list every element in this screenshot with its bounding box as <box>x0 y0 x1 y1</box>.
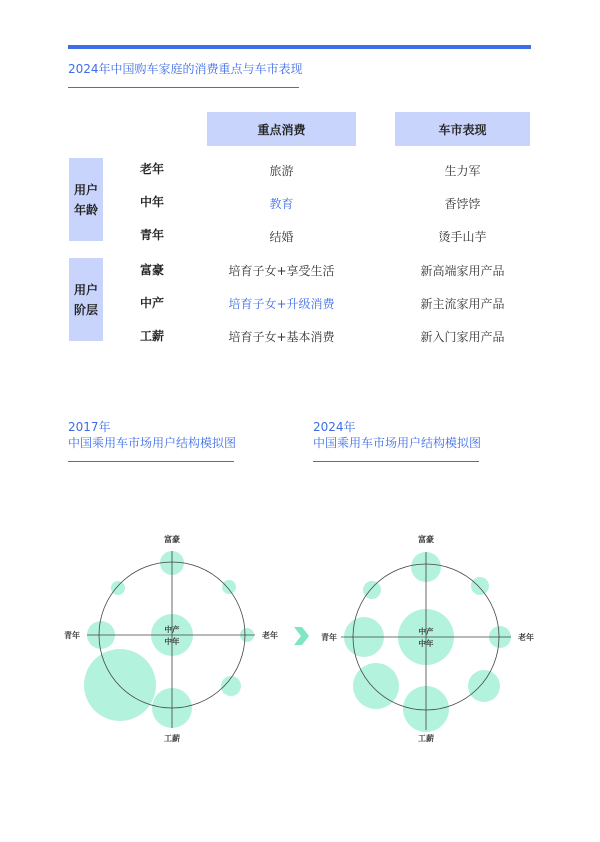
bubble-young-worker <box>84 649 156 721</box>
table-cell-focus: 培育子女+基本消费 <box>228 330 335 344</box>
label-right: 老年 <box>518 633 534 642</box>
chevron-right-icon <box>294 627 309 645</box>
table-cell-market: 烫手山芋 <box>438 230 487 244</box>
table-cell-focus: 旅游 <box>269 164 294 178</box>
label-right: 老年 <box>262 631 278 640</box>
table-cell-focus: 教育 <box>269 197 294 211</box>
group-label-class-line2: 阶层 <box>73 302 98 317</box>
group-label-age-line2: 年龄 <box>73 202 98 217</box>
row-label: 中产 <box>139 296 164 310</box>
table-cell-focus: 培育子女+升级消费 <box>228 297 335 311</box>
diagram-2017-subtitle: 中国乘用车市场用户结构模拟图 <box>68 436 237 450</box>
label-top: 富豪 <box>164 535 180 544</box>
bubble-minor <box>111 581 125 595</box>
label-bottom: 工薪 <box>164 734 180 743</box>
bubble-minor <box>468 670 500 702</box>
diagram-2017 <box>64 534 278 743</box>
col-header-focus: 重点消费 <box>207 112 356 146</box>
label-center-2: 中年 <box>164 637 180 646</box>
table-cell-market: 新入门家用产品 <box>420 330 505 344</box>
bubble-minor <box>471 577 489 595</box>
label-bottom: 工薪 <box>418 734 434 743</box>
bubble-minor <box>222 580 236 594</box>
main-title: 2024年中国购车家庭的消费重点与车市表现 <box>68 62 303 76</box>
table-cell-market: 香饽饽 <box>444 197 481 211</box>
table-cell-market: 新主流家用产品 <box>420 297 505 311</box>
table-cell-market: 生力军 <box>444 164 481 178</box>
row-label: 中年 <box>139 195 164 209</box>
row-label: 富豪 <box>139 263 164 277</box>
row-label: 老年 <box>139 162 164 176</box>
diagram-2024 <box>321 534 534 743</box>
table-cell-market: 新高端家用产品 <box>420 264 505 278</box>
row-label: 青年 <box>139 228 164 242</box>
col-header-market: 车市表现 <box>395 112 530 146</box>
table-cell-focus: 结婚 <box>269 230 294 244</box>
table-cell-focus: 培育子女+享受生活 <box>228 264 335 278</box>
label-top: 富豪 <box>418 535 434 544</box>
group-label-age-line1: 用户 <box>73 182 98 197</box>
label-left: 青年 <box>321 633 337 642</box>
group-label-class-line1: 用户 <box>73 282 98 297</box>
row-label: 工薪 <box>139 329 164 343</box>
label-center-2: 中年 <box>418 639 434 648</box>
label-center-1: 中产 <box>418 627 434 636</box>
diagram-2024-subtitle: 中国乘用车市场用户结构模拟图 <box>313 436 482 450</box>
diagram-2017-year: 2017年 <box>68 420 111 434</box>
diagram-2024-year: 2024年 <box>313 420 356 434</box>
label-left: 青年 <box>64 631 80 640</box>
label-center-1: 中产 <box>164 625 180 634</box>
